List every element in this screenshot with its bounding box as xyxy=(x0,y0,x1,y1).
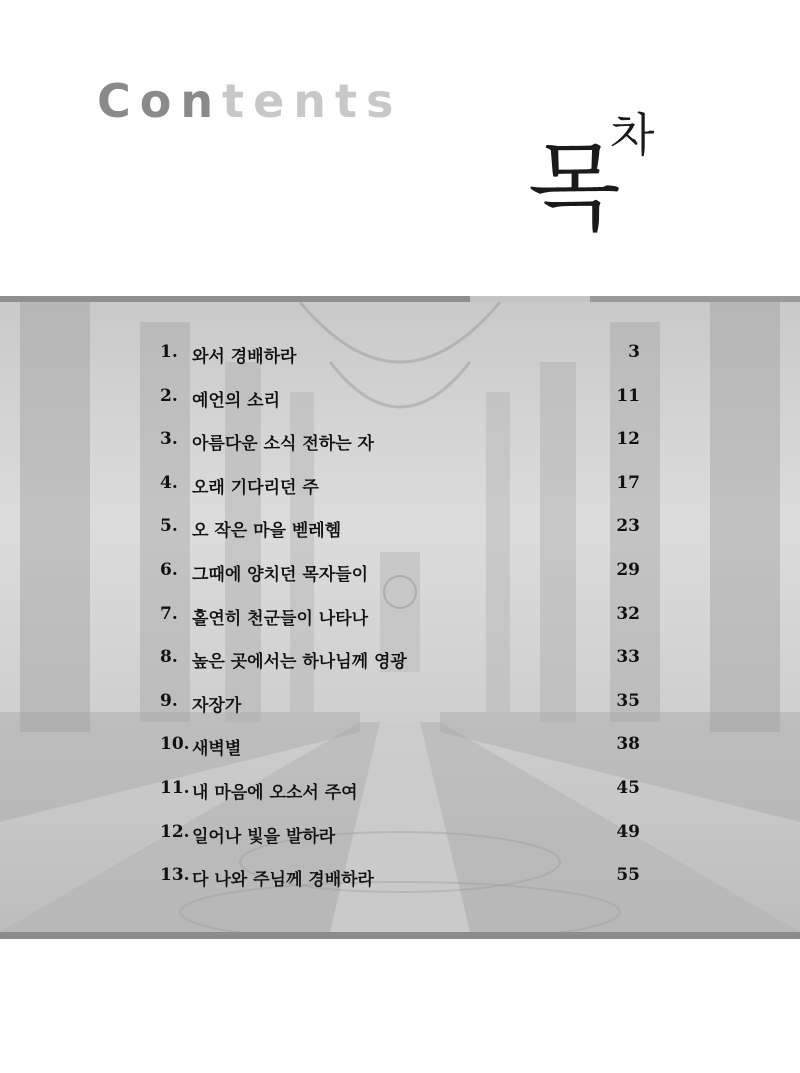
toc-page: 11 xyxy=(616,385,640,406)
toc-entry[interactable] xyxy=(160,820,640,864)
toc-page: 29 xyxy=(616,559,640,580)
contents-title xyxy=(97,74,403,128)
toc-title: 새벽별 xyxy=(192,739,242,760)
toc-page: 55 xyxy=(616,865,640,886)
toc-title: 아름다운 소식 전하는 자 xyxy=(192,434,374,455)
toc-title: 와서 경배하라 xyxy=(192,347,297,367)
toc-page: 45 xyxy=(616,777,640,798)
table-of-contents xyxy=(160,340,640,907)
toc-entry[interactable] xyxy=(160,645,640,689)
toc-number: 5. xyxy=(160,516,178,537)
toc-page: 49 xyxy=(616,821,640,842)
toc-entry[interactable] xyxy=(160,602,640,646)
toc-number: 4. xyxy=(160,472,178,493)
contents-title-light: tents xyxy=(222,74,403,128)
toc-number: 13. xyxy=(160,865,190,886)
toc-number: 9. xyxy=(160,690,178,711)
toc-page: 17 xyxy=(616,472,640,493)
toc-entry[interactable] xyxy=(160,340,640,384)
toc-entry[interactable] xyxy=(160,863,640,907)
toc-number: 2. xyxy=(160,385,178,406)
toc-entry[interactable] xyxy=(160,471,640,515)
toc-entry[interactable] xyxy=(160,558,640,602)
toc-page: 12 xyxy=(616,429,640,450)
toc-title: 내 마음에 오소서 주여 xyxy=(192,782,358,803)
toc-number: 1. xyxy=(160,342,178,362)
toc-title: 높은 곳에서는 하나님께 영광 xyxy=(192,652,407,673)
toc-page: 3 xyxy=(628,342,640,362)
toc-title: 오래 기다리던 주 xyxy=(192,477,319,498)
bottom-rule xyxy=(0,932,800,939)
toc-number: 7. xyxy=(160,603,178,624)
korean-title-super: 차 xyxy=(610,108,655,162)
toc-number: 6. xyxy=(160,559,178,580)
toc-title: 홀연히 천군들이 나타나 xyxy=(192,608,369,629)
toc-page: 38 xyxy=(616,734,640,755)
toc-title: 자장가 xyxy=(192,695,242,716)
toc-number: 10. xyxy=(160,734,190,755)
toc-number: 12. xyxy=(160,821,190,842)
toc-entry[interactable] xyxy=(160,732,640,776)
toc-title: 일어나 빛을 발하라 xyxy=(192,826,336,847)
toc-entry[interactable] xyxy=(160,427,640,471)
toc-title: 다 나와 주님께 경배하라 xyxy=(192,870,374,891)
toc-title: 예언의 소리 xyxy=(192,390,281,411)
toc-page: 35 xyxy=(616,690,640,711)
toc-page: 23 xyxy=(616,516,640,537)
contents-title-dark: Con xyxy=(97,74,223,128)
korean-title-main: 목 xyxy=(528,132,621,244)
toc-number: 8. xyxy=(160,647,178,668)
toc-entry[interactable] xyxy=(160,514,640,558)
toc-number: 3. xyxy=(160,429,178,450)
toc-page: 32 xyxy=(616,603,640,624)
toc-entry[interactable] xyxy=(160,384,640,428)
toc-entry[interactable] xyxy=(160,776,640,820)
toc-entry[interactable] xyxy=(160,689,640,733)
toc-title: 그때에 양치던 목자들이 xyxy=(192,564,369,585)
toc-title: 오 작은 마을 벧레헴 xyxy=(192,521,342,542)
toc-page: 33 xyxy=(616,647,640,668)
toc-number: 11. xyxy=(160,777,190,798)
